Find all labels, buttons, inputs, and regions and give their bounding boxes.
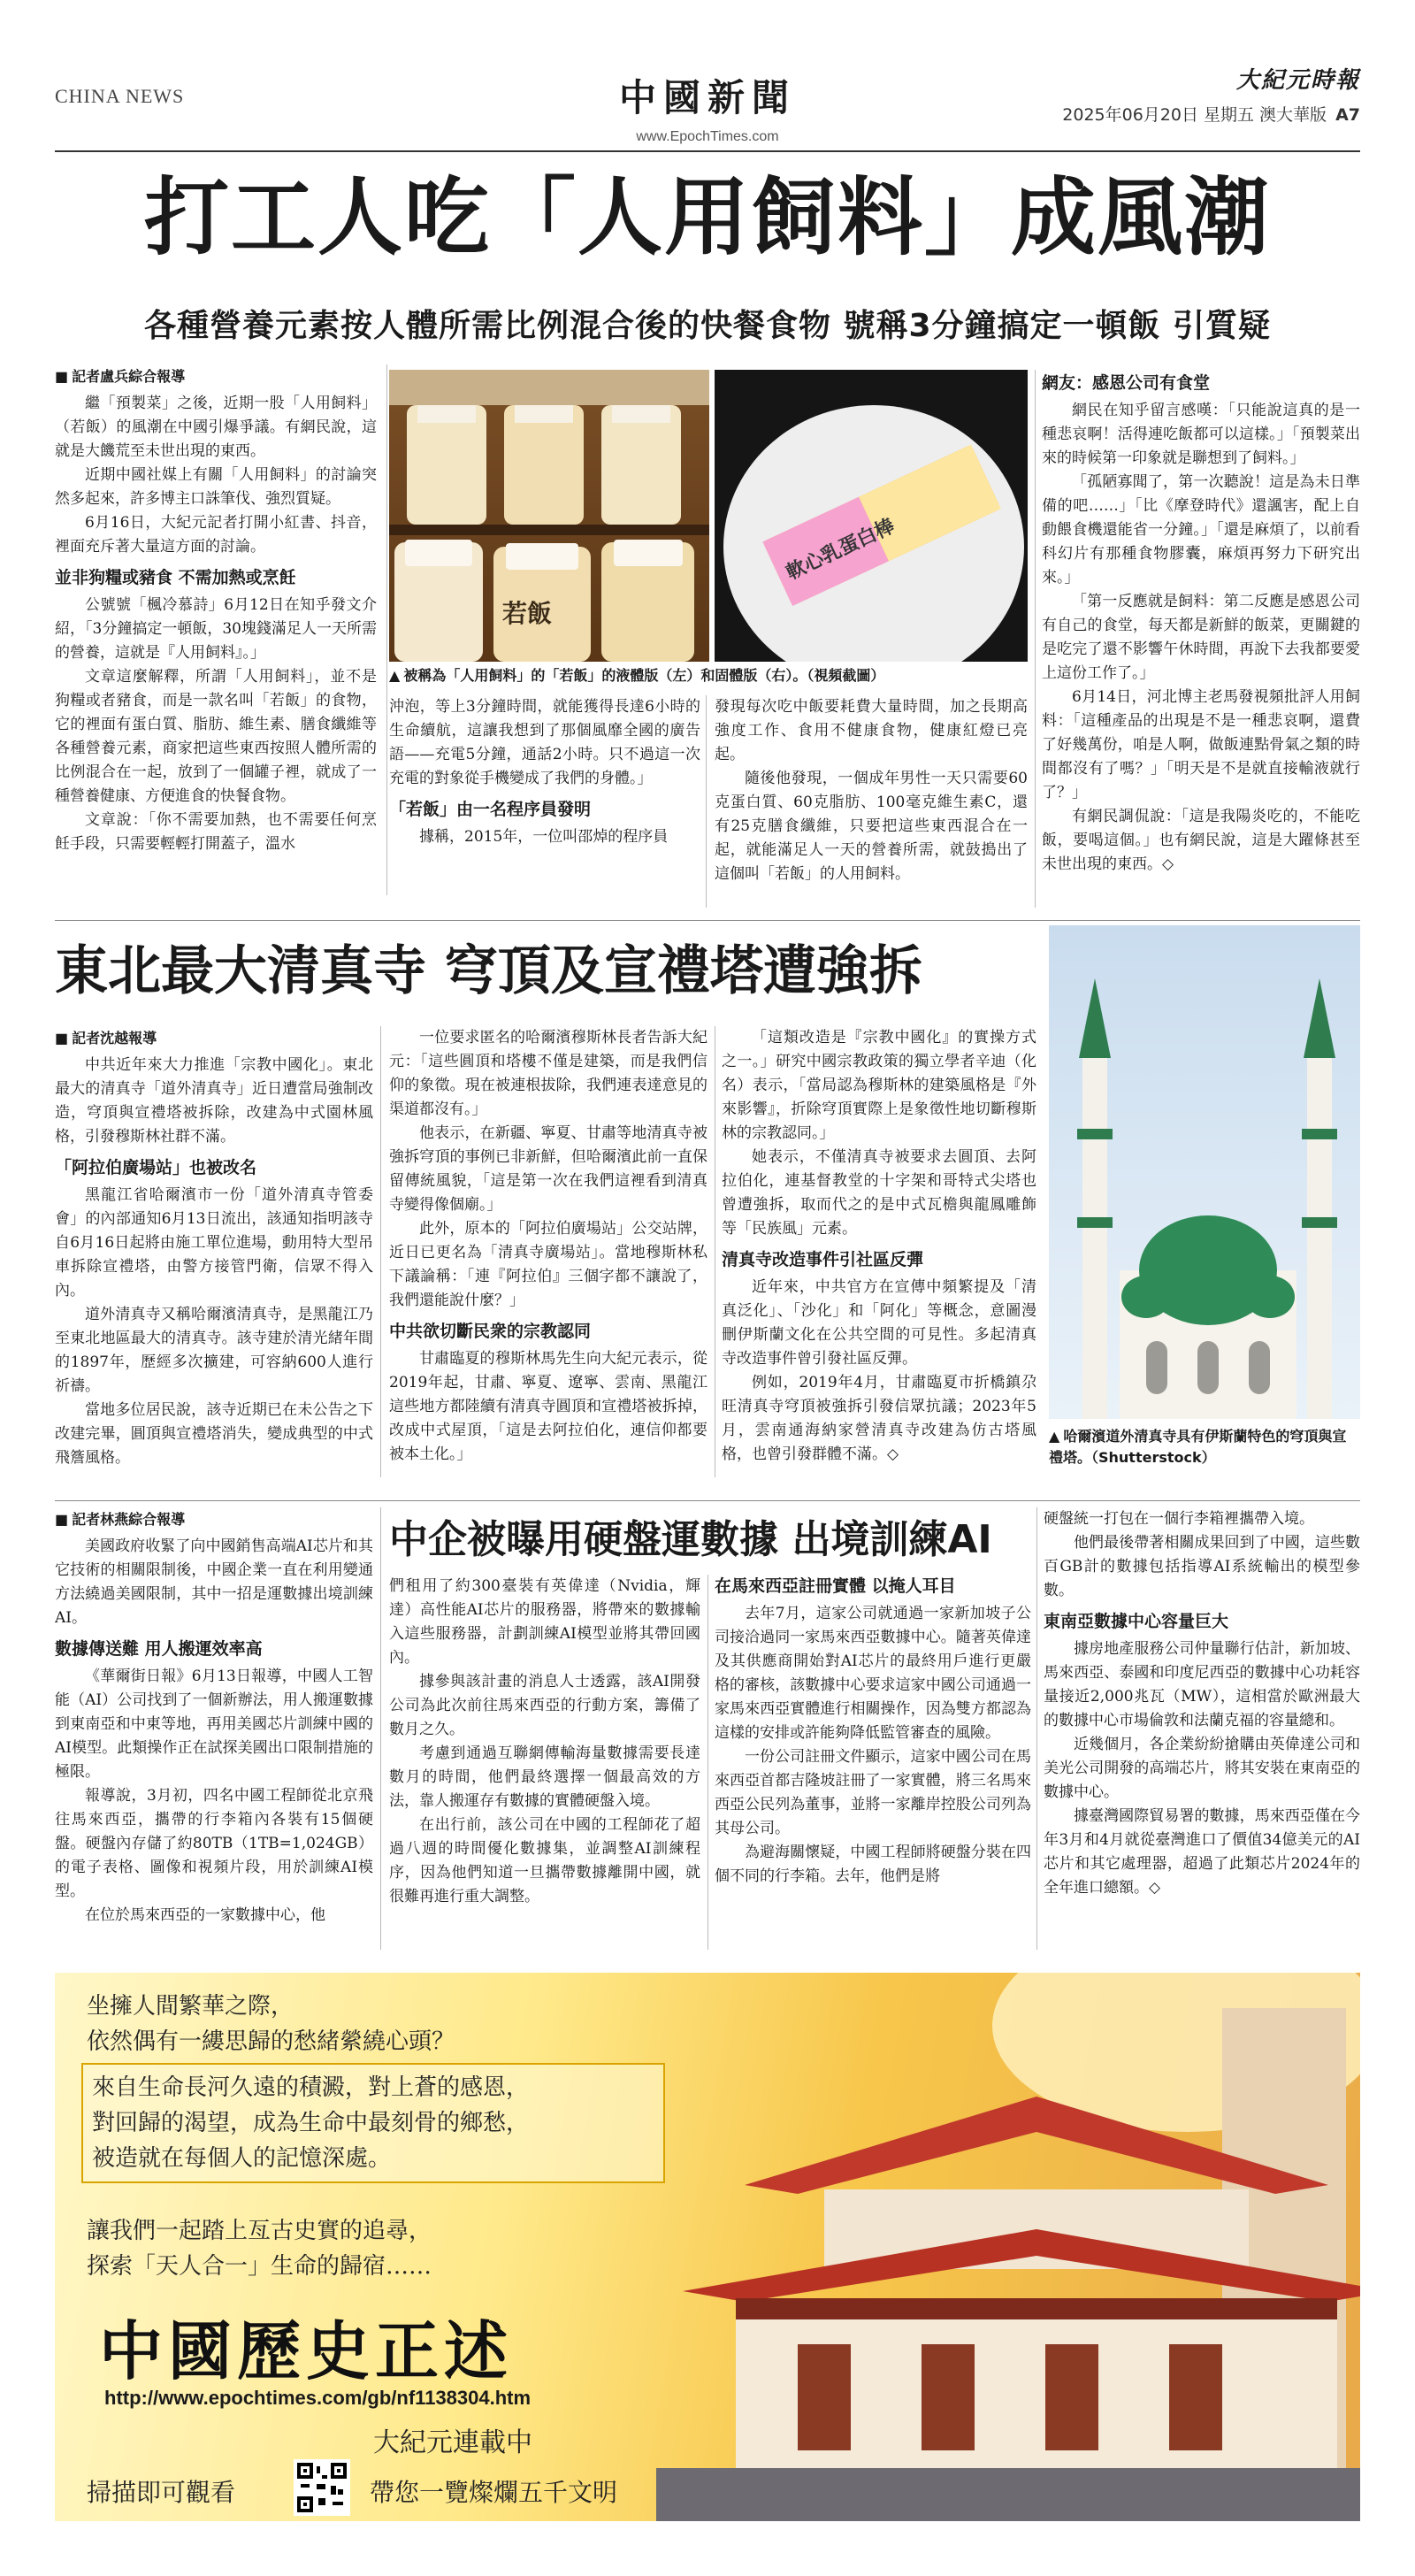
section-title: 中國新聞 [618,76,796,119]
ad-scan-label: 掃描即可觀看 [87,2478,236,2507]
paragraph: 一份公司註冊文件顯示，這家中國公司在馬來西亞首都吉隆坡註冊了一家實體，將三名馬來西亞公民列為董事，並將一家離岸控股公司列為其母公司。 [715,1748,1031,1837]
shelf-top [389,370,709,405]
paragraph: 考慮到通過互聯網傳輸海量數據需要長達數月的時間，他們最終選擇一個最高效的方法，靠人搬運存有數據的實體硬盤入境。 [389,1744,700,1810]
story3-col1 [55,1507,373,1959]
balcony [1302,1129,1337,1139]
story2-subtitle: 「阿拉伯廣場站」也被改名 [55,1158,257,1177]
ad-line: 來自生命長河久遠的積澱，對上蒼的感恩， [92,2074,530,2101]
story1-subtitle: 並非狗糧或豬食 不需加熱或烹飪 [55,568,296,587]
paragraph: 6月16日，大紀元記者打開小紅書、抖音，裡面充斥著大量這方面的討論。 [55,514,377,556]
paragraph: 去年7月，這家公司就通過一家新加坡子公司接洽過同一家馬來西亞數據中心。隨著英偉達及其供應商開始對AI芯片的最終用戶進行更嚴格的審核，該數據中心要求這家中國公司通過一家馬來西亞實體進行相關操作，因為雙方都認為這樣的安排或許能夠降低監管審查的風險。 [715,1605,1031,1742]
ad-line: 坐擁人間繁華之際， [87,1993,294,2020]
history-ad[interactable] [55,1973,1360,2521]
ad-intro [87,1989,653,2059]
story2-col1 [55,1026,373,1495]
story2-headline: 東北最大清真寺 穹頂及宣禮塔遭強拆 [55,940,922,1002]
paragraph: 中共近年來大力推進「宗教中國化」。東北最大的清真寺「道外清真寺」近日遭當局強制改造，穹頂與宣禮塔被拆除，改建為中式園林風格，引發穆斯林社群不滿。 [55,1056,373,1146]
paragraph: 據房地產服務公司仲量聯行估計，新加坡、馬來西亞、泰國和印度尼西亞的數據中心功耗容量接近2,000兆瓦（MW），這相當於歐洲最大的數據中心市場倫敦和法蘭克福的容量總和。 [1044,1640,1360,1729]
ad-line: 依然偶有一縷思歸的愁緒縈繞心頭？ [87,2028,455,2055]
paragraph: 甘肅臨夏的穆斯林馬先生向大紀元表示，從2019年起，甘肅、寧夏、遼寧、雲南、黑龍江這些地方都陸續有清真寺圓頂和宣禮塔被拆掉，改成中式屋頂，「這是去阿拉伯化，連信仰都要被本土化。」 [389,1350,708,1463]
paragraph: 報導說，3月初，四名中國工程師從北京飛往馬來西亞，攜帶的行李箱內各裝有15個硬盤。硬盤內存儲了約80TB（1TB=1,024GB）的電子表格、圖像和視頻片段，用於訓練AI模型。 [55,1787,373,1900]
paragraph: 們租用了約300臺裝有英偉達（Nvidia，輝達）高性能AI芯片的服務器，將帶來的數據輸入這些服務器，計劃訓練AI模型並將其帶回國內。 [389,1577,700,1667]
story3-subtitle-2: 在馬來西亞註冊實體 以掩人耳目 [715,1576,956,1596]
masthead [1062,62,1360,126]
shelf [389,525,709,535]
ad-line: 對回歸的渴望，成為生命中最刻骨的鄉愁， [92,2110,530,2136]
column-divider [706,695,707,908]
story1-col2 [389,695,700,918]
column-divider [380,1507,381,1950]
paragraph: 6月14日，河北博主老馬發視頻批評人用飼料：「這種產品的出現是不是一種悲哀啊，還費了好幾萬份，咱是人啊，做飯連點骨氣之類的時間都沒有了嗎？」「明天是不是就直接輸液就行了？」 [1042,688,1360,801]
paragraph: 他們最後帶著相關成果回到了中國，這些數百GB計的數據包括指導AI系統輸出的模型參數。 [1044,1534,1360,1599]
minaret-right [1307,1049,1332,1419]
header-url[interactable]: www.EpochTimes.com [636,129,779,144]
section-divider [55,1500,1360,1501]
paragraph: 「這類改造是『宗教中國化』的實操方式之一。」研究中國宗教政策的獨立學者辛迪（化名）表示，「當局認為穆斯林的建築風格是『外來影響』，折除穹頂實際上是象徵性地切斷穆斯林的宗教認同。」 [722,1029,1036,1142]
ad-serial: 大紀元連載中 [373,2427,532,2458]
ad-line: 讓我們一起踏上亙古史實的追尋， [87,2218,432,2244]
story2-photo-caption: ▲ 哈爾濱道外清真寺具有伊斯蘭特色的穹頂與宣禮塔。（Shutterstock） [1049,1426,1360,1468]
story2-subtitle-2: 中共欲切斷民衆的宗教認同 [389,1322,592,1341]
balcony [1302,1217,1337,1228]
qr-code-icon[interactable] [294,2459,350,2516]
paragraph: 在位於馬來西亞的一家數據中心，他 [85,1906,325,1924]
paragraph: 據稱，2015年，一位叫邵焯的程序員 [419,828,669,846]
paragraph: 為避海關懷疑，中國工程師將硬盤分裝在四個不同的行李箱。去年，他們是將 [715,1844,1031,1885]
bar-photo [715,370,1028,662]
paper-logo: 大紀元時報 [1235,67,1360,94]
column-divider [1035,370,1036,908]
small-dome [1121,1276,1171,1318]
window [1249,1341,1270,1394]
tiled-roof-foreground [656,2468,1360,2521]
door [922,2344,975,2450]
story1-sidebar [1042,372,1360,918]
paragraph: 美國政府收緊了向中國銷售高端AI芯片和其它技術的相關限制後，中國企業一直在利用變通方法繞過美國限制，其中一招是運數據出境訓練AI。 [55,1537,373,1627]
ad-title: 中國歷史正述 [99,2313,514,2388]
balcony [1077,1217,1113,1228]
paragraph: 有網民調侃說：「這是我陽炎吃的，不能吃飯，要喝這個。」也有網民說，這是大躍條甚至未世出現的東西。◇ [1042,808,1360,873]
page-number: A7 [1335,105,1360,125]
paragraph: 道外清真寺又稱哈爾濱清真寺，是黑龍江乃至東北地區最大的清真寺。該寺建於清光緒年間的1897年，歷經多次擴建，可容納600人進行祈禱。 [55,1306,373,1395]
small-dome [1245,1276,1295,1318]
ad-line: 被造就在每個人的記憶深處。 [92,2145,392,2172]
paragraph: 例如，2019年4月，甘肅臨夏市折橋鎮尕旺清真寺穹頂被強拆引發信眾抗議；2023年5月，雲南通海納家營清真寺改建為仿古塔風格，也曾引發群體不滿。◇ [722,1374,1036,1463]
paragraph: 硬盤統一打包在一個行李箱裡攜帶入境。 [1044,1510,1314,1528]
story3-col4 [1044,1507,1360,1959]
story1-col3 [715,695,1028,918]
story1-photo-caption: ▲ 被稱為「人用飼料」的「若飯」的液體版（左）和固體版（右）。（視頻截圖） [389,665,1028,686]
paragraph: 近期中國社媒上有關「人用飼料」的討論突然多起來，許多博主口誅筆伐、強烈質疑。 [55,466,377,508]
ad-url[interactable]: http://www.epochtimes.com/gb/nf1138304.htm [104,2387,532,2409]
paragraph: 在出行前，該公司在中國的工程師花了超過八週的時間優化數據集，並調整AI訓練程序，因為他們知道一旦攜帶數據離開中國，就很難再進行重大調整。 [389,1816,700,1905]
paragraph: 隨後他發現，一個成年男性一天只需要60克蛋白質、60克脂肪、100毫克維生素C，還有25克膳食纖維，只要把這些東西混合在一起，就能滿足人一天的營養所需，就鼓搗出了這個叫「若飯」的人用飼料。 [715,770,1028,883]
story2-col2 [389,1026,708,1495]
ad-line: 探索「天人合一」生命的歸宿…… [87,2253,432,2280]
paragraph: 據臺灣國際貿易署的數據，馬來西亞僅在今年3月和4月就從臺灣進口了價值34億美元的AI芯片和其它處理器，超過了此類芯片2024年的全年進口總額。◇ [1044,1807,1360,1897]
paragraph: 此外，原本的「阿拉伯廣場站」公交站牌，近日已更名為「清真寺廣場站」。當地穆斯林私下議論稱：「連『阿拉伯』三個字都不讓說了，我們還能說什麼？」 [389,1220,708,1309]
minaret-spire [1079,978,1111,1058]
story2-byline: ■ 記者沈越報導 [55,1026,373,1050]
paragraph: 當地多位居民說，該寺近期已在未公告之下改建完畢，圓頂與宣禮塔消失，變成典型的中式飛簷風格。 [55,1401,373,1467]
door [1169,2344,1222,2450]
bar-label: 軟心乳蛋白棒 [783,515,899,585]
paragraph: 文章這麼解釋，所謂「人用飼料」，並不是狗糧或者豬食，而是一款名叫「若飯」的食物，它的裡面有蛋白質、脂肪、維生素、膳食纖維等各種營養元素，商家把這些東西按照人體所需的比例混合在一起，放到了一個罐子裡，就成了一種營養健康、方便進食的快餐食物。 [55,668,377,805]
palace-image [656,1973,1360,2521]
story1-subtitle-2: 「若飯」由一名程序員發明 [389,800,592,819]
ad-tagline: 帶您一覽燦爛五千文明 [370,2478,618,2507]
story2-subtitle-3: 清真寺改造事件引社區反彈 [722,1250,924,1269]
story1-col1 [55,364,377,918]
door [798,2344,851,2450]
paragraph: 文章說：「你不需要加熱，也不需要任何烹飪手段，只需要輕輕打開蓋子，溫水 [55,811,377,853]
paragraph: 一位要求匿名的哈爾濱穆斯林長者告訴大紀元：「這些圓頂和塔樓不僅是建築，而是我們信仰的象徵。現在被連根拔除，我們連表達意見的渠道都沒有。」 [389,1029,708,1118]
story3-byline: ■ 記者林燕綜合報導 [55,1507,373,1531]
story1-subhead: 各種營養元素按人體所需比例混合後的快餐食物 號稱3分鐘搞定一頓飯 引質疑 [143,308,1272,344]
bottle-top-2 [504,405,584,525]
column-divider [386,364,387,895]
bottles-image [389,370,709,662]
paragraph: 「孤陋寡聞了，第一次聽說！這是為未日準備的吧……」「比《摩登時代》還諷害，配上自動餵食機還能省一分鐘。」「還是麻煩了，以前看科幻片有那種食物膠囊，麻煩再努力下研究出來。」 [1042,473,1360,586]
paragraph: 他表示，在新疆、寧夏、甘肅等地清真寺被強拆穹頂的事例已非新鮮，但哈爾濱此前一直保留傳統風貌，「這是第一次在我們這裡看到清真寺變得像個廟。」 [389,1124,708,1214]
paragraph: 她表示，不僅清真寺被要求去圓頂、去阿拉伯化，連基督教堂的十字架和哥特式尖塔也曾遭強拆，取而代之的是中式瓦檐與龍鳳雕飾等「民族風」元素。 [722,1148,1036,1238]
paragraph: 網民在知乎留言感嘆：「只能說這真的是一種悲哀啊！活得連吃飯都可以這樣。」「預製菜出來的時候第一印象就是聯想到了飼料。」 [1042,402,1360,467]
bottle-bottom-1 [394,540,483,662]
story1-byline: ■ 記者盧兵綜合報導 [55,364,377,388]
bottle-top-3 [601,405,681,525]
story2-col3 [722,1026,1036,1495]
header-rule [55,150,1360,152]
story3-subtitle: 數據傳送難 用人搬運效率高 [55,1639,263,1659]
sidebar-title: 網友：感恩公司有食堂 [1042,373,1211,393]
bottle-label: 若飯 [502,599,553,628]
minaret-left [1082,1049,1107,1419]
paragraph: 繼「預製菜」之後，近期一股「人用飼料」（若飯）的風潮在中國引爆爭議。有網民說，這就是大饑荒至未世出現的東西。 [55,395,377,460]
story3-headline: 中企被曝用硬盤運數據 出境訓練AI [389,1517,992,1562]
bottles-photo [389,370,709,662]
mosque-photo [1049,925,1360,1419]
story3-subtitle-3: 東南亞數據中心容量巨大 [1044,1612,1229,1631]
beam [736,2298,1337,2319]
ad-message-box [81,2063,665,2183]
window [1146,1341,1167,1394]
story3-col3 [715,1575,1031,1959]
paragraph: 沖泡，等上3分鐘時間，就能獲得長達6小時的生命續航，這讓我想到了那個風靡全國的廣告語——充電5分鐘，通話2小時。只不過這一次充電的對象從手機變成了我們的身體。」 [389,698,700,787]
issue-date [1062,102,1360,126]
column-divider [1036,1507,1037,1950]
section-label-en: CHINA NEWS [55,85,185,107]
column-divider [380,1026,381,1477]
ad-invitation [87,2213,653,2284]
window [1197,1341,1219,1394]
paragraph: 據參與該計畫的消息人士透露，該AI開發公司為此次前往馬來西亞的行動方案，籌備了數月之久。 [389,1673,700,1738]
paragraph: 《華爾街日報》6月13日報導，中國人工智能（AI）公司找到了一個新辦法，用人搬運數據到東南亞和中東等地，再用美國芯片訓練中國的AI模型。此類操作正在試探美國出口限制措施的極限。 [55,1668,373,1781]
paragraph: 黑龍江省哈爾濱市一份「道外清真寺管委會」的內部通知6月13日流出，該通知指明該寺自6月16日起將由施工單位進場，動用特大型吊車拆除宣禮塔，由警方接管門衛，信眾不得入內。 [55,1186,373,1300]
paragraph: 公號號「楓冷慕詩」6月12日在知乎發文介紹，「3分鐘搞定一頓飯，30塊錢滿足人一天所需的營養，這就是『人用飼料』。」 [55,596,377,662]
story3-col2 [389,1575,700,1959]
bottle-bottom-3 [601,540,694,662]
paragraph: 近幾個月，各企業紛紛搶購由英偉達公司和美光公司開發的高端芯片，將其安裝在東南亞的數據中心。 [1044,1736,1360,1801]
qr-pattern [297,2463,347,2512]
story1-headline: 打工人吃「人用飼料」成風潮 [144,167,1271,267]
date-text: 2025年06月20日 星期五 澳大華版 [1062,105,1327,125]
section-divider [55,920,1360,921]
bottle-top-1 [407,405,486,525]
door [1045,2344,1098,2450]
paragraph: 發現每次吃中飯要耗費大量時間，加之長期高強度工作、食用不健康食物，健康紅燈已亮起。 [715,698,1028,763]
paragraph: 「第一反應就是飼料：第二反應是感恩公司有自己的食堂，每天都是新鮮的飯菜，更關鍵的是吃完了還不影響午休時間，再說下去我都要愛上這份工作了。」 [1042,593,1360,682]
mosque-image [1049,925,1360,1419]
protein-bar-image [715,370,1028,662]
paragraph: 近年來，中共官方在宣傳中頻繁提及「清真泛化」、「沙化」和「阿化」等概念，意圖漫刪伊斯蘭文化在公共空間的可見性。多起清真寺改造事件曾引發社區反彈。 [722,1278,1036,1368]
balcony [1077,1129,1113,1139]
minaret-spire [1304,978,1335,1058]
